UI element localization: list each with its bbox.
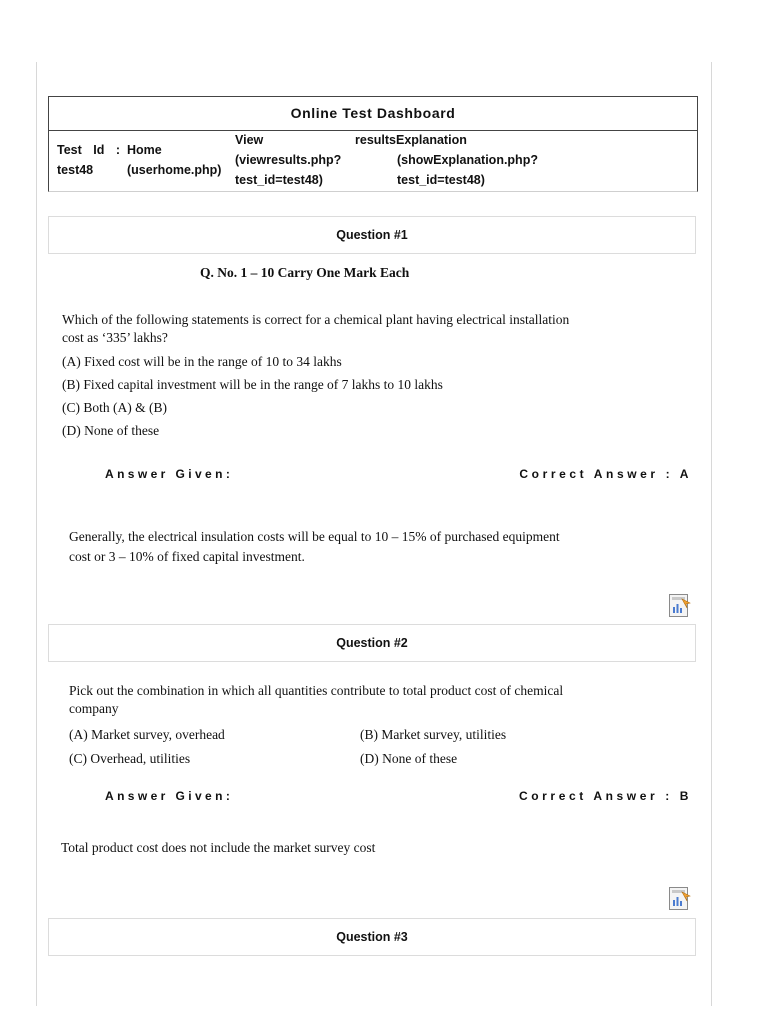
question-1-options [62,350,443,442]
question-2-header: Question #2 [48,624,696,662]
option-d: (D) None of these [62,423,160,438]
option-c: (C) Both (A) & (B) [62,400,167,415]
dashboard-header [48,96,698,192]
dashboard-nav-row [49,131,697,193]
option-d: (D) None of these [360,751,458,766]
correct-answer-label: Correct Answer : B [518,789,692,803]
home-link-url[interactable]: (userhome.php) [127,163,222,177]
question-2-options-left [69,723,225,771]
question-2-stem-line1: Pick out the combination in which all quantities contribute to total product cost of chemical [69,683,564,698]
explanation-line2: cost or 3 – 10% of fixed capital investment. [69,549,305,564]
question-1-explanation [69,527,560,567]
explanation-link-url-cont[interactable]: test_id=test48) [397,173,485,187]
test-id-value: test48 [57,163,94,177]
answer-given-label: Answer Given: [105,789,234,803]
option-a: (A) Market survey, overhead [69,727,225,742]
question-2-stem-line2: company [69,701,119,716]
option-c: (C) Overhead, utilities [69,751,191,766]
view-results-url-cont[interactable]: test_id=test48) [235,173,323,187]
question-1-stem [62,311,569,347]
question-2-explanation: Total product cost does not include the market survey cost [61,840,376,855]
explanation-line1: Generally, the electrical insulation costs will be equal to 10 – 15% of purchased equipment [69,529,560,544]
option-a: (A) Fixed cost will be in the range of 10 to 34 lakhs [62,354,342,369]
dashboard-title: Online Test Dashboard [49,97,697,131]
view-results-url[interactable]: (viewresults.php? [235,153,342,167]
question-2-options-right [360,723,506,771]
question-3-header: Question #3 [48,918,696,956]
option-b: (B) Market survey, utilities [360,727,507,742]
question-1-stem-line1: Which of the following statements is correct for a chemical plant having electrical installation [62,312,570,327]
explanation-link-label[interactable]: Explanation [396,133,467,147]
section-heading: Q. No. 1 – 10 Carry One Mark Each [200,265,410,280]
explanation-link-url[interactable]: (showExplanation.php? [397,153,538,167]
correct-answer-label: Correct Answer : A [519,467,692,481]
report-chart-icon[interactable] [668,593,692,619]
answer-given-label: Answer Given: [105,467,234,481]
home-link-label[interactable]: Home [127,143,162,157]
report-chart-icon[interactable] [668,886,692,912]
question-1-stem-line2: cost as ‘335’ lakhs? [62,330,168,345]
test-id-label: Test Id : [57,143,120,157]
view-results-word[interactable]: results [355,133,396,147]
option-b: (B) Fixed capital investment will be in the range of 7 lakhs to 10 lakhs [62,377,443,392]
view-results-label[interactable]: View [235,133,264,147]
question-2-stem [69,682,563,718]
question-1-header: Question #1 [48,216,696,254]
